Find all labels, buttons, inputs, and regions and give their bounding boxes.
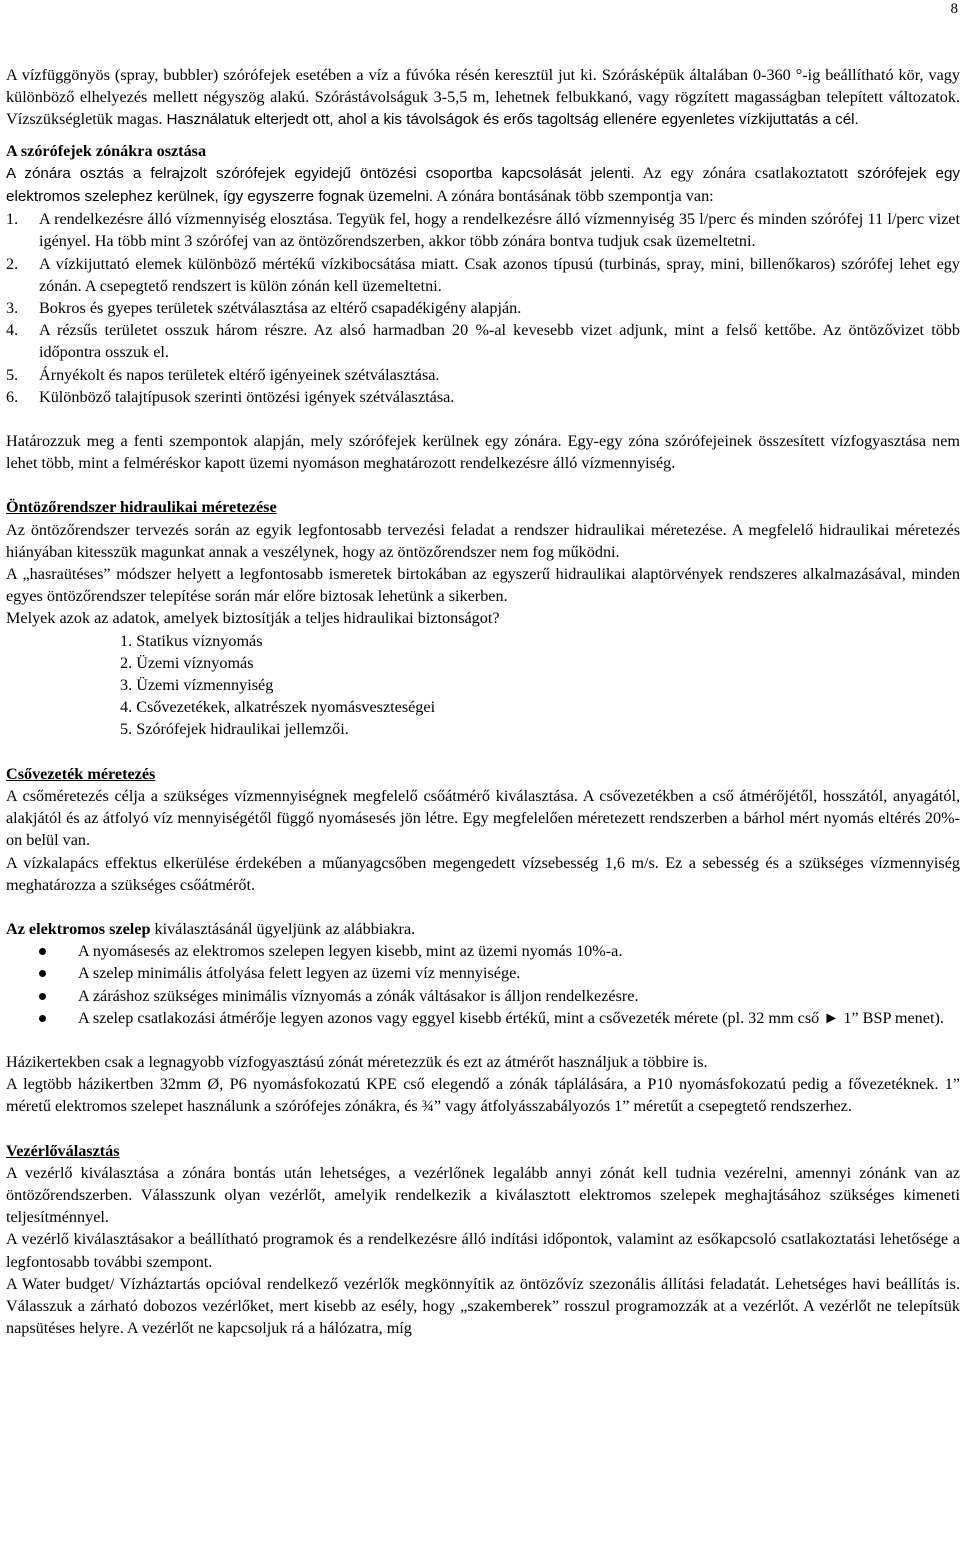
zones-conclusion: Határozzuk meg a fenti szempontok alapján, mely szórófejek kerülnek egy zónára. Egy-egy zóna szórófejeinek összesített vízfogyasztása nem lehet több, mint a felméréskor kapott üzemi nyomáson meghatározott rendelkezésre álló vízmennyiség. bbox=[6, 432, 960, 473]
list-item: 3. Üzemi vízmennyiség bbox=[120, 676, 274, 695]
bullet-icon bbox=[39, 993, 46, 1000]
list-item: 5. Szórófejek hidraulikai jellemzői. bbox=[120, 720, 349, 739]
document-body bbox=[6, 64, 960, 1339]
intro-text-2: Használatuk elterjedt ott, ahol a kis távolságok és erős tagoltság ellenére egyenletes vízkijuttatás a cél. bbox=[166, 111, 859, 129]
hydraulics-heading: Öntözőrendszer hidraulikai méretezése bbox=[6, 498, 277, 517]
intro-paragraph bbox=[6, 64, 960, 132]
valve-bullet-list bbox=[6, 940, 960, 1029]
list-item: 4. A rézsűs területet osszuk három részre. Az alsó harmadban 20 %-al kevesebb vizet adjunk, mint a felső kettőbe. Az öntözővizet több időpontra osszuk el. bbox=[6, 321, 960, 362]
hydraulics-paragraph-1: Az öntözőrendszer tervezés során az egyik legfontosabb tervezési feladat a rendszer hidraulikai méretezése. A megfelelő hidraulikai méretezés hiányában kitesszük magunkat annak a veszélynek, hogy az öntözőrendszer nem fog működni. bbox=[6, 520, 960, 561]
list-item: A szelep csatlakozási átmérője legyen azonos vagy eggyel kisebb értékű, mint a csővezeték mérete (pl. 32 mm cső ► 1” BSP menet). bbox=[6, 1007, 960, 1029]
valve-paragraph-2: A legtöbb házikertben 32mm Ø, P6 nyomásfokozatú KPE cső elegendő a zónák táplálására, a P10 nyomásfokozatú pedig a fővezetéknek. 1” méretű elektromos szelepet használunk a szórófejes zónákra, és ¾” vagy átfolyásszabályozós 1” méretűt a csepegtető rendszerhez. bbox=[6, 1075, 960, 1116]
list-item: 1. Statikus víznyomás bbox=[120, 631, 263, 650]
controller-paragraph-3: A Water budget/ Vízháztartás opcióval rendelkező vezérlők megkönnyítik az öntözővíz szezonális állítási feladatát. Lehetséges havi beállítás is. Válasszuk a zárható dobozos vezérlőket, mert kisebb az esély, hogy „szakemberek” rosszul programozzák at a vezérlőt. A vezérlőt ne telepítsük napsütéses helyre. A vezérlőt ne kapcsoljuk rá a hálózatra, míg bbox=[6, 1274, 960, 1338]
pipe-paragraph-1: A csőméretezés célja a szükséges vízmennyiségnek megfelelő csőátmérő kiválasztása. A csővezetékben a cső átmérőjétől, hosszától, anyagától, alakjától és az átfolyó víz mennyiségétől függő nyomásesés jön létre. Egy megfelelően méretezett rendszerben a bárhol mért nyomás eltérés 20%-on belül van. bbox=[6, 786, 960, 850]
bullet-icon bbox=[39, 1015, 46, 1022]
list-item: 2. Üzemi víznyomás bbox=[120, 653, 254, 672]
page-number: 8 bbox=[950, 1, 958, 17]
hydraulics-question: Melyek azok az adatok, amelyek biztosítják a teljes hidraulikai biztonságot? bbox=[6, 609, 500, 628]
list-item: A szelep minimális átfolyása felett legyen az üzemi víz mennyisége. bbox=[6, 962, 960, 984]
list-item: A záráshoz szükséges minimális víznyomás a zónák váltásakor is álljon rendelkezésre. bbox=[6, 985, 960, 1007]
hydraulics-data-list bbox=[6, 630, 960, 741]
list-item: 2. A vízkijuttató elemek különböző mértékű vízkibocsátása miatt. Csak azonos típusú (turbinás, spray, mini, billenőkaros) szórófej lehet egy zónán. A csepegtető rendszert is külön zónán kell üzemeltetni. bbox=[6, 254, 960, 295]
list-item: 1. A rendelkezésre álló vízmennyiség elosztása. Tegyük fel, hogy a rendelkezésre álló vízmennyiség 35 l/perc és minden szórófej 11 l/perc vizet igényel. Ha több mint 3 szórófej van az öntözőrendszerben, akkor több zónára bontva tudjuk csak üzemeltetni. bbox=[6, 210, 960, 251]
list-item: 4. Csővezetékek, alkatrészek nyomásveszteségei bbox=[120, 698, 436, 717]
hydraulics-paragraph-2: A „hasraütéses” módszer helyett a legfontosabb ismeretek birtokában az egyszerű hidraulikai alaptörvények rendszeres alkalmazásával, minden egyes öntözőrendszer telepítése során már előre biztosak lehetünk a sikerben. bbox=[6, 565, 960, 606]
zones-intro: A zónára osztás a felrajzolt szórófejek egyidejű öntözési csoportba kapcsolását jelenti. Az egy zónára csatlakoztatott szórófejek egy elektromos szelephez kerülnek, így egyszerre fognak üzemelni. A zónára bontásának több szempontja van: bbox=[6, 163, 960, 206]
list-item: 5. Árnyékolt és napos területek eltérő igényeinek szétválasztása. bbox=[6, 365, 440, 384]
bullet-icon bbox=[39, 948, 46, 955]
zones-criteria-list bbox=[6, 208, 960, 408]
bullet-icon bbox=[39, 970, 46, 977]
list-item: 3. Bokros és gyepes területek szétválasztása az eltérő csapadékigény alapján. bbox=[6, 299, 522, 318]
zones-heading: A szórófejek zónákra osztása bbox=[6, 141, 207, 160]
valve-paragraph-1: Házikertekben csak a legnagyobb vízfogyasztású zónát méretezzük és ezt az átmérőt használjuk a többire is. bbox=[6, 1052, 708, 1071]
pipe-paragraph-2: A vízkalapács effektus elkerülése érdekében a műanyagcsőben megengedett vízsebesség 1,6 m/s. Ez a sebesség és a szükséges vízmennyiség meghatározza a szükséges csőátmérőt. bbox=[6, 853, 960, 894]
list-item: A nyomásesés az elektromos szelepen legyen kisebb, mint az üzemi nyomás 10%-a. bbox=[6, 940, 960, 962]
valve-heading: Az elektromos szelep kiválasztásánál ügyeljünk az alábbiakra. bbox=[6, 919, 416, 938]
pipe-heading: Csővezeték méretezés bbox=[6, 764, 156, 783]
intro-text-1: A vízfüggönyös (spray, bubbler) szórófejek esetében a víz a fúvóka résén keresztül jut ki. Szórásképük általában 0-360 °-ig beállítható kör, vagy különböző elhelyezés mellett négyszög alakú. Szórástávolságuk 3-5,5 m, lehetnek felbukkanó, vagy rögzített magasságban telepített változatok. Vízszükségletük magas. bbox=[6, 66, 960, 129]
controller-paragraph-2: A vezérlő kiválasztásakor a beállítható programok és a rendelkezésre álló indítási időpontok, valamint az esőkapcsoló csatlakoztatási lehetősége a legfontosabb további szempont. bbox=[6, 1230, 960, 1271]
controller-paragraph-1: A vezérlő kiválasztása a zónára bontás után lehetséges, a vezérlőnek legalább annyi zónát kell tudnia vezérelni, amennyi zónánk van az öntözőrendszerben. Válasszunk olyan vezérlőt, amelyik rendelkezik a kiválasztott elektromos szelepek meghajtásához szükséges kimeneti teljesítménnyel. bbox=[6, 1163, 960, 1227]
controller-heading: Vezérlőválasztás bbox=[6, 1141, 120, 1160]
list-item: 6. Különböző talajtípusok szerinti öntözési igények szétválasztása. bbox=[6, 387, 455, 406]
